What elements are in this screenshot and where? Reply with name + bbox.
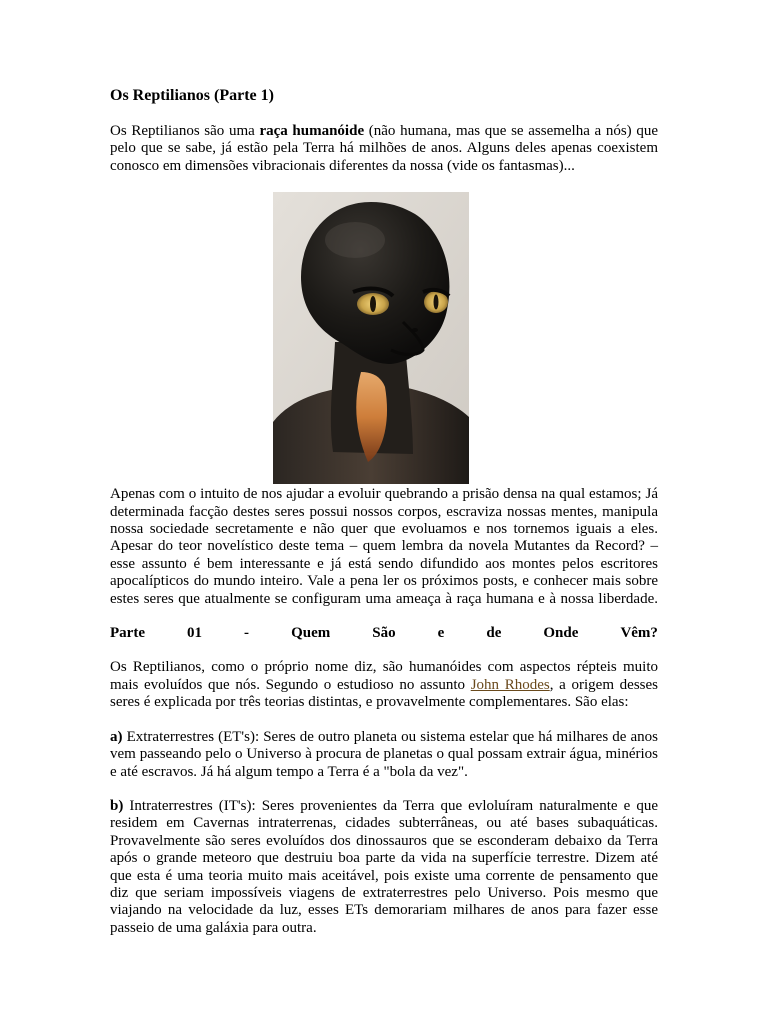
heading-word: Quem xyxy=(291,625,331,642)
origin-paragraph xyxy=(110,659,658,711)
heading-word: 01 xyxy=(187,625,203,642)
heading-word: e xyxy=(437,625,445,642)
theory-b-text: Intraterrestres (IT's): Seres provenientes da Terra que evloluíram naturalmente e que residem em Cavernas intraterrenas, cidades subterrâneas, ou até bases subaquáticas. Provavelmente são seres evoluídos dos dinossauros que se esconderam debaixo da Terra após o grande meteoro que destruiu boa parte da vida na superfície terrestre. Dizem até que esta é uma teoria muito mais aceitável, pois existe uma corrente de pensamento que diz que seriam impossíveis viagens de extraterrestres pelo Universo. Pois mesmo que viajando na velocidade da luz, esses ETs demorariam milhares de anos para fazer esse passeio de uma galáxia para outra. xyxy=(110,797,658,936)
page-title: Os Reptilianos (Parte 1) xyxy=(110,87,274,104)
section-heading xyxy=(110,625,658,642)
theory-a-paragraph xyxy=(110,729,658,781)
document-body xyxy=(110,86,658,954)
origin-text-end: , a origem desses seres é explicada por três teorias distintas, e provavelmente complementares. São elas: xyxy=(110,676,658,711)
context-paragraph: Apenas com o intuito de nos ajudar a evoluir quebrando a prisão densa na qual estamos; Já determinada facção destes seres possui nossos corpos, escraviza nossas mentes, manipula nossa sociedade secretamente e não quer que evoluamos e nos tornemos iguais a eles. Apesar do teor novelístico deste tema – quem lembra da novela Mutantes da Record? – esse assunto é bem interessante e já está sendo difundido aos montes pelos escritores apocalípticos do mundo inteiro. Vale a pena ler os próximos posts, e conhecer mais sobre estes seres que atualmente se configuram uma ameaça à raça humana e à nossa liberdade. xyxy=(110,486,658,607)
theory-a-text: Extraterrestres (ET's): Seres de outro planeta ou sistema estelar que há milhares de anos vem passeando pelo o Universo à procura de planetas o qual possam extrair água, minérios e até escravos. Já há algum tempo a Terra é a "bola da vez". xyxy=(110,728,658,780)
heading-word: Onde xyxy=(543,625,579,642)
reptilian-photo xyxy=(273,192,469,484)
origin-text-start: Os Reptilianos, como o próprio nome diz, são humanóides com aspectos répteis muito mais evoluídos que nós. Segundo o estudioso no assunto xyxy=(110,659,658,693)
john-rhodes-link[interactable]: John Rhodes xyxy=(470,676,550,693)
heading-word: de xyxy=(486,625,502,642)
theory-a-marker: a) xyxy=(110,728,123,745)
intro-text-start: Os Reptilianos são uma xyxy=(110,123,260,139)
heading-word: - xyxy=(244,625,250,642)
heading-word: Vêm? xyxy=(620,625,658,642)
theory-b-paragraph xyxy=(110,798,658,937)
intro-text-end: (não humana, mas que se assemelha a nós) que pelo que se sabe, já estão pela Terra há milhões de anos. Alguns deles apenas coexistem conosco em dimensões vibracionais diferentes da nossa (vide os fantasmas)... xyxy=(110,123,658,174)
intro-bold-term: raça humanóide xyxy=(259,123,365,139)
heading-word: Parte xyxy=(110,625,145,642)
heading-word: São xyxy=(372,625,396,642)
theory-b-marker: b) xyxy=(110,797,124,814)
intro-paragraph xyxy=(110,123,658,175)
